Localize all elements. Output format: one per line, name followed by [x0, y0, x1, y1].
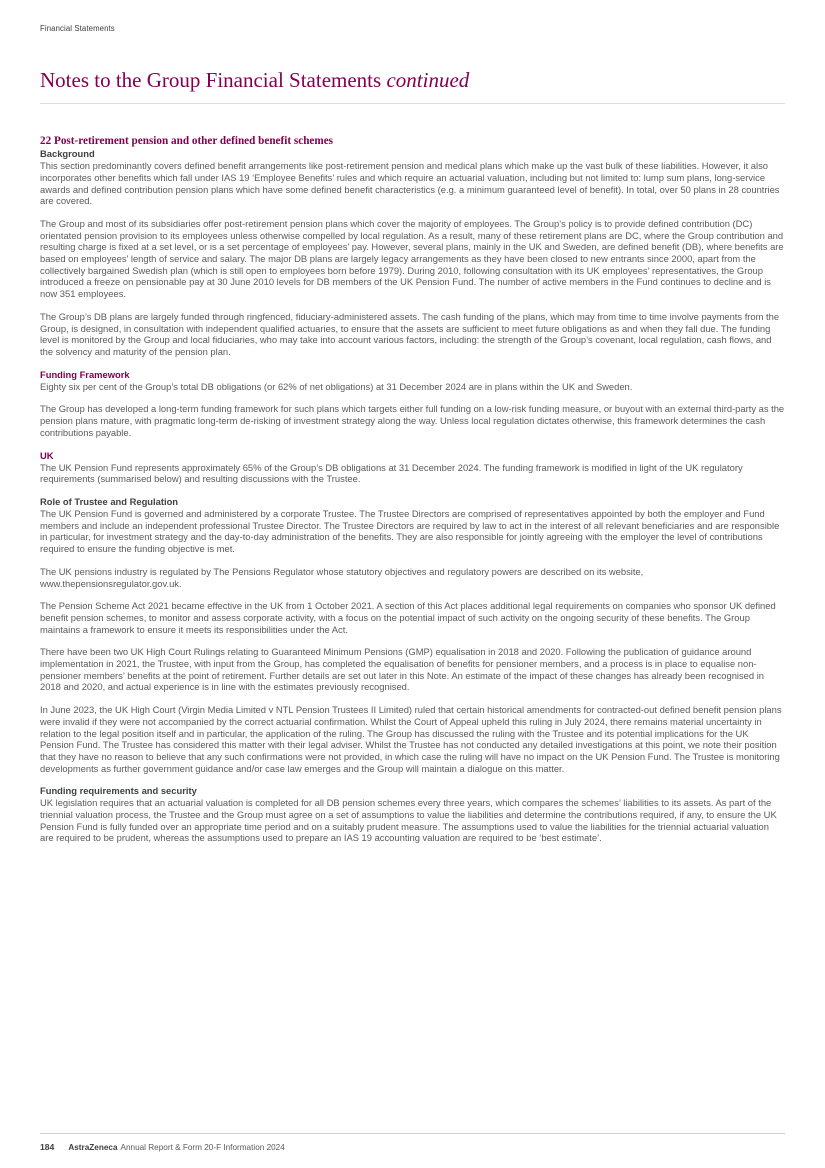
subheading-uk: UK [40, 449, 54, 461]
footer-brand: AstraZeneca [68, 1143, 118, 1152]
note-22-heading: 22 Post-retirement pension and other defined benefit schemes [40, 135, 334, 148]
paragraph-trustee-1: The UK Pension Fund is governed and administered by a corporate Trustee. The Trustee Directors are comprised of representatives appointed by both the employer and Fund members and include an independent professional Trustee Director. The Trustee Directors are required by law to act in the interest of all relevant beneficiaries and are responsible in particular, for investment strategy and the day-to-day administration of the benefits. They are also responsible for jointly agreeing with the employer the level of contributions required to ensure the funding objective is met. [40, 507, 780, 555]
footer-page-number: 184 [40, 1142, 55, 1152]
paragraph-background-3: The Group’s DB plans are largely funded through ringfenced, fiduciary-administered assets. The cash funding of the plans, which may from time to time involve payments from the Group, is designed, in consultation with independent qualified actuaries, to ensure that the assets are sufficient to meet future obligations as and when they fall due. The funding level is monitored by the Group and local fiduciaries, who may take into account various factors, including: the strength of the Group’s covenant, local regulation, cash flows, and the solvency and maturity of the pension plan. [40, 310, 780, 357]
paragraph-funding-requirements-1: UK legislation requires that an actuarial valuation is completed for all DB pension schemes every three years, which compares the schemes’ liabilities to its assets. As part of the triennial valuation process, the Trustee and the Group must agree on a set of assumptions to value the liabilities and determine the contributions required, if any, to ensure the UK Pension Fund is fully funded over an appropriate time period and on a suitably prudent measure. The assumptions used to value the liabilities for the triennial actuarial valuation are required to be prudent, whereas the assumptions used to prepare an IAS 19 accounting valuation are required to be ‘best estimate’. [40, 797, 777, 844]
footer-report-title: Annual Report & Form 20-F Information 2024 [120, 1143, 285, 1152]
subheading-role-of-trustee: Role of Trustee and Regulation [40, 495, 179, 507]
page-header [40, 69, 785, 104]
page-title [40, 69, 785, 92]
page-title-continued: continued [386, 68, 470, 92]
paragraph-background-1: This section predominantly covers defined benefit arrangements like post-retirement pension and medical plans which make up the vast bulk of these liabilities. However, it also incorporates other benefits which fall under IAS 19 ‘Employee Benefits’ rules and which require an actuarial valuation, including but not limited to: lump sum plans, long-service awards and defined contribution pension plans which have some defined benefit characteristics (e.g. a minimum guaranteed level of benefit). In total, over 50 plans in 28 countries are covered. [40, 160, 780, 207]
subheading-funding-framework: Funding Framework [40, 368, 130, 380]
page-footer [40, 1133, 785, 1152]
paragraph-trustee-3: The Pension Scheme Act 2021 became effective in the UK from 1 October 2021. A section of this Act places additional legal requirements on companies who sponsor UK defined benefit pension schemes, to monitor and assess corporate activity, with a focus on the potential impact of such activity on the ongoing security of these benefits. The Group maintains a framework to ensure it meets its responsibilities under the Act. [40, 600, 776, 635]
subheading-funding-requirements: Funding requirements and security [40, 785, 197, 797]
paragraph-background-2: The Group and most of its subsidiaries offer post-retirement pension plans which cover the majority of employees. The Group’s policy is to provide defined contribution (DC) orientated pension provision to its employees unless otherwise compelled by local regulation. As a result, many of these retirement plans are DC, where the Group contribution and resulting charge is fixed at a set level, or is a set percentage of employees’ pay. However, several plans, mainly in the UK and Sweden, are defined benefit (DB), where benefits are based on employees’ length of service and salary. The major DB plans are largely legacy arrangements as they have been closed to new entrants since 2000, apart from the collectively bargained Swedish plan (which is still open to employees born before 1979). During 2010, following consultation with its UK employees’ representatives, the Group introduced a freeze on pensionable pay at 30 June 2010 levels for DB members of the UK Pension Fund. The number of active members in the Fund continues to decline and is now 351 employees. [40, 217, 784, 300]
paragraph-funding-framework-1: Eighty six per cent of the Group’s total DB obligations (or 62% of net obligations) at 31 December 2024 are in plans within the UK and Sweden. [40, 380, 633, 392]
page-title-main: Notes to the Group Financial Statements [40, 68, 382, 92]
article-body [40, 134, 785, 844]
paragraph-trustee-2: The UK pensions industry is regulated by The Pensions Regulator whose statutory objectives and regulatory powers are described on its website, www.thepensionsregulator.gov.uk. [40, 565, 644, 589]
paragraph-uk-1: The UK Pension Fund represents approximately 65% of the Group’s DB obligations at 31 December 2024. The funding framework is modified in light of the UK regulatory requirements (summarised below) and resulting discussions with the Trustee. [40, 461, 743, 485]
paragraph-funding-framework-2: The Group has developed a long-term funding framework for such plans which targets either full funding on a low-risk funding measure, or buyout with an external third-party as the pension plans mature, with pragmatic long-term de-risking of investment strategy along the way. Unless local regulation dictates otherwise, this framework determines the cash contributions payable. [40, 403, 785, 438]
subheading-background: Background [40, 148, 95, 160]
section-eyebrow: Financial Statements [40, 24, 115, 33]
paragraph-trustee-5: In June 2023, the UK High Court (Virgin Media Limited v NTL Pension Trustees II Limited) ruled that certain historical amendments for contracted-out defined benefit pension plans were invalid if they were not accompanied by the correct actuarial confirmation. Whilst the Court of Appeal upheld this ruling in July 2024, there remains material uncertainty in relation to the legal position itself and in particular, the application of the ruling. The Group has discussed the ruling with the Trustee and its potential implications for the UK Pension Fund. The Trustee has considered this matter with their legal adviser. Whilst the Trustee has not conducted any detailed investigations at this point, we note their position that they have no reason to believe that any such confirmations were not provided, in which case the ruling will have no impact on the UK Pension Fund. The Trustee is monitoring developments as further government guidance and/or case law emerges and the Group will maintain a dialogue on this matter. [40, 704, 782, 774]
paragraph-trustee-4: There have been two UK High Court Rulings relating to Guaranteed Minimum Pensions (GMP) equalisation in 2018 and 2020. Following the publication of guidance around implementation in 2021, the Trustee, with input from the Group, has completed the equalisation of benefits for pensioner members, and a process is in place to equalise non-pensioner members’ benefits at the point of retirement. Further details are set out later in this Note. An estimate of the impact of these changes has already been recognised in 2018 and 2020, and actual experience is in line with the estimates previously recognised. [40, 646, 765, 693]
